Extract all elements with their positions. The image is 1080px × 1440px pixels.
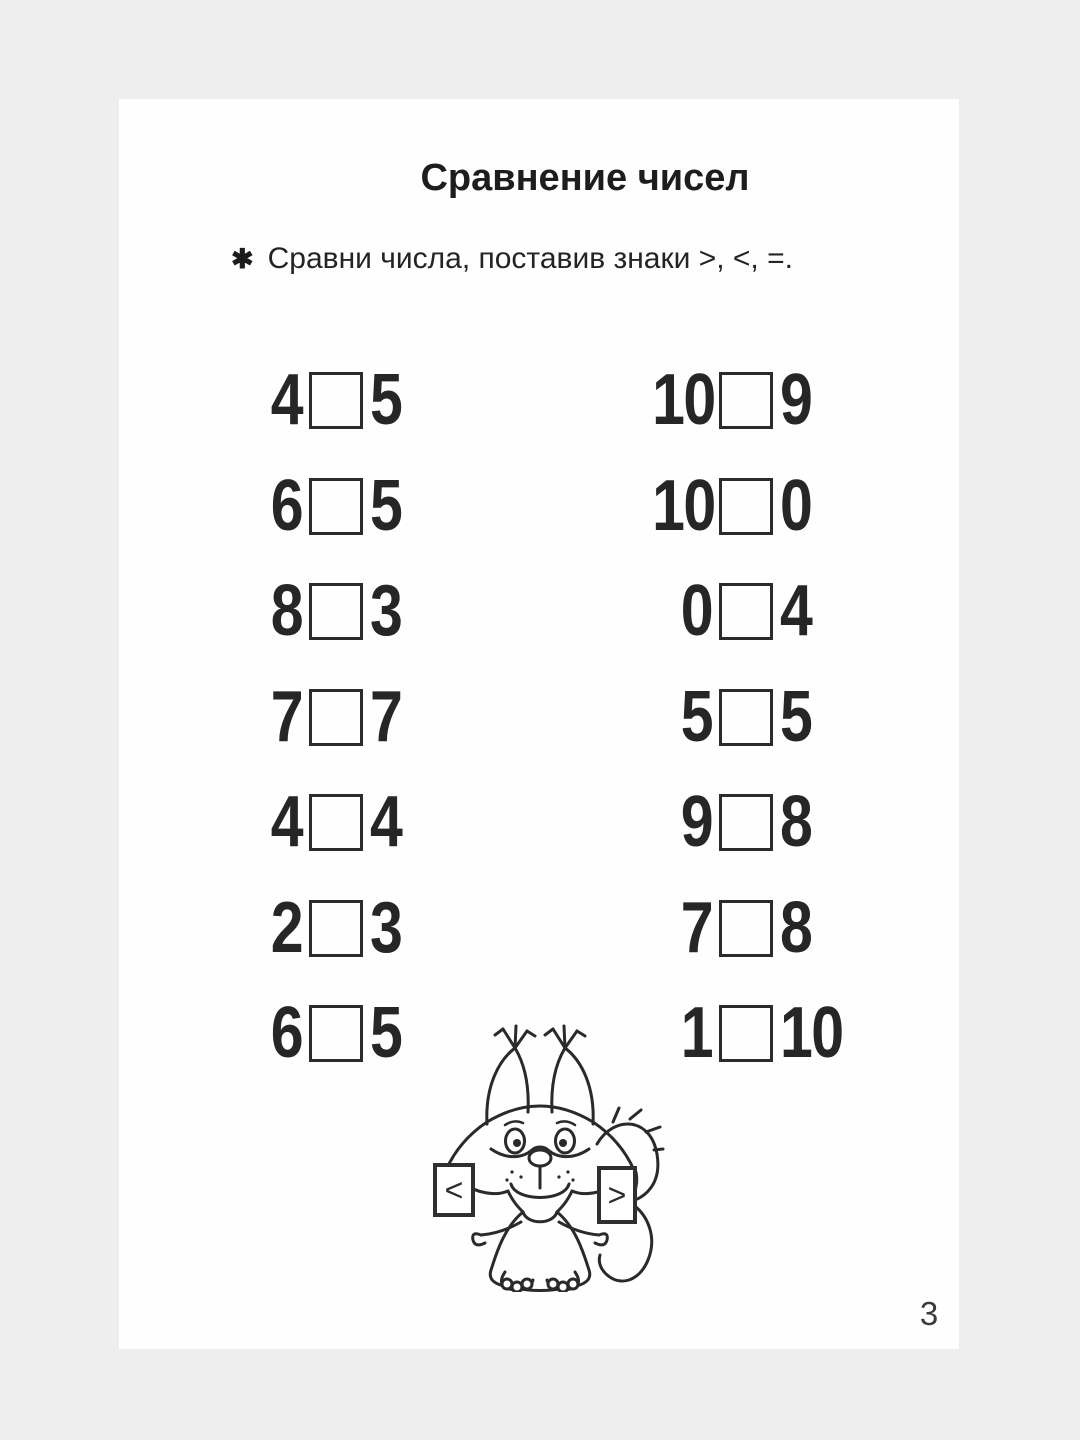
- exercise-row: [639, 782, 818, 862]
- answer-box[interactable]: [719, 372, 773, 429]
- answer-box[interactable]: [719, 583, 773, 640]
- answer-box[interactable]: [309, 1005, 363, 1062]
- task-instruction-text: Сравни числа, поставив знаки >, <, =.: [267, 242, 793, 275]
- exercise-number-right: 5: [370, 466, 402, 546]
- exercise-number-right: 5: [780, 677, 812, 757]
- exercise-row: [239, 571, 408, 651]
- exercise-row: [639, 571, 818, 651]
- exercise-number-left: 4: [270, 782, 302, 862]
- exercise-number-left: 4: [270, 360, 302, 440]
- exercise-row: [239, 466, 408, 546]
- exercise-row: [239, 782, 408, 862]
- less-than-symbol: <: [444, 1171, 464, 1208]
- exercise-number-right: 0: [780, 466, 812, 546]
- exercise-number-left: 10: [652, 466, 715, 546]
- answer-box[interactable]: [309, 478, 363, 535]
- exercise-row: [239, 993, 408, 1073]
- squirrel-illustration: [415, 1022, 665, 1292]
- answer-box[interactable]: [719, 1005, 773, 1062]
- squirrel-body-icon: [473, 1191, 608, 1291]
- exercise-number-left: 7: [680, 888, 712, 968]
- exercise-row: [639, 888, 818, 968]
- star-bullet-icon: ✱: [231, 244, 254, 274]
- exercise-number-right: 7: [370, 677, 402, 757]
- page-title: Сравнение чисел: [420, 157, 750, 199]
- exercise-number-left: 6: [270, 466, 302, 546]
- exercise-row: [639, 677, 818, 757]
- worksheet-page: [119, 99, 959, 1349]
- answer-box[interactable]: [309, 689, 363, 746]
- exercise-number-right: 4: [780, 571, 812, 651]
- exercise-number-right: 9: [780, 360, 812, 440]
- page-number: 3: [919, 1295, 939, 1332]
- answer-box[interactable]: [309, 900, 363, 957]
- answer-box[interactable]: [719, 900, 773, 957]
- exercise-number-left: 7: [270, 677, 302, 757]
- exercise-number-right: 3: [370, 571, 402, 651]
- squirrel-ears-icon: [487, 1026, 593, 1124]
- exercise-number-left: 2: [270, 888, 302, 968]
- greater-than-symbol: >: [607, 1176, 627, 1213]
- exercise-number-right: 3: [370, 888, 402, 968]
- exercise-row: [239, 677, 408, 757]
- exercise-row: [639, 993, 856, 1073]
- exercise-number-left: 1: [680, 993, 712, 1073]
- exercise-row: [639, 466, 818, 546]
- exercise-number-left: 5: [680, 677, 712, 757]
- exercise-number-left: 0: [680, 571, 712, 651]
- exercise-number-left: 10: [652, 360, 715, 440]
- exercise-number-right: 5: [370, 993, 402, 1073]
- exercise-row: [639, 360, 818, 440]
- exercise-number-left: 9: [680, 782, 712, 862]
- answer-box[interactable]: [309, 794, 363, 851]
- exercise-number-right: 4: [370, 782, 402, 862]
- answer-box[interactable]: [719, 689, 773, 746]
- answer-box[interactable]: [719, 478, 773, 535]
- answer-box[interactable]: [309, 372, 363, 429]
- exercise-number-right: 8: [780, 782, 812, 862]
- answer-box[interactable]: [719, 794, 773, 851]
- exercise-row: [239, 360, 408, 440]
- answer-box[interactable]: [309, 583, 363, 640]
- exercise-number-right: 5: [370, 360, 402, 440]
- exercise-number-right: 8: [780, 888, 812, 968]
- exercise-number-left: 6: [270, 993, 302, 1073]
- exercise-number-left: 8: [270, 571, 302, 651]
- greater-than-card: [597, 1166, 637, 1224]
- task-instruction: [231, 242, 891, 276]
- exercise-row: [239, 888, 408, 968]
- less-than-card: [433, 1163, 475, 1217]
- exercise-number-right: 10: [780, 993, 843, 1073]
